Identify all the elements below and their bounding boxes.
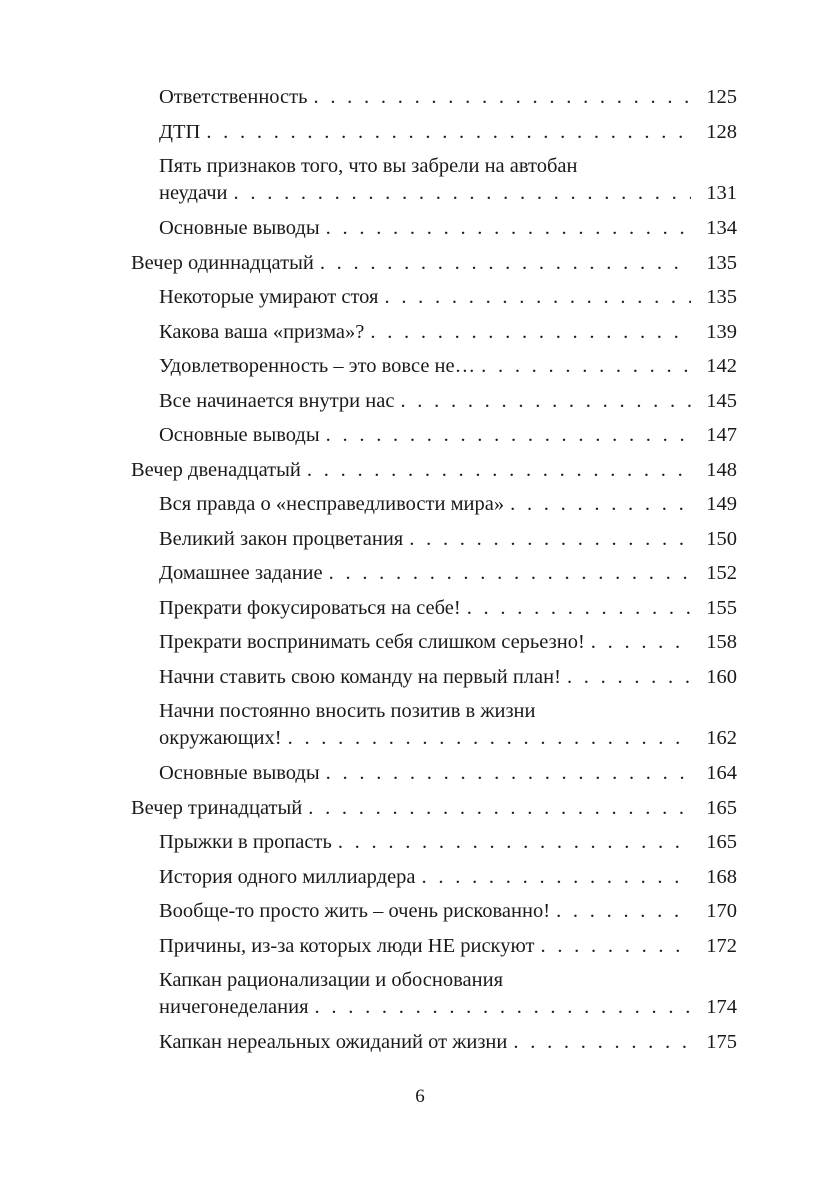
toc-page-number: 135 — [706, 286, 737, 308]
toc-page-number: 150 — [706, 527, 737, 550]
toc-entry-title-line1: Начни постоянно вносить позитив в жизни — [159, 700, 536, 722]
toc-page-number: 134 — [706, 217, 737, 239]
toc-entry-title-line1: Капкан рационализации и обоснования — [159, 969, 504, 991]
toc-page-number: 142 — [706, 355, 737, 377]
toc-entry-title: ничегонеделания — [159, 994, 315, 1021]
toc-entry-title: Прекрати воспринимать себя слишком серьезно! — [159, 629, 591, 656]
toc-entry-title: Ответственность — [159, 84, 313, 111]
toc-entry-title: ДТП — [159, 119, 206, 146]
dot-leader — [467, 595, 691, 622]
dot-leader — [329, 560, 691, 587]
toc-entry[interactable] — [159, 382, 840, 417]
toc-page-number: 158 — [706, 631, 737, 653]
toc-entry[interactable] — [159, 754, 840, 789]
toc-chapter-title: Вечер двенадцатый — [131, 457, 307, 484]
toc-row — [131, 457, 737, 484]
toc-entry-title: Великий закон процветания — [159, 526, 409, 553]
dot-leader — [409, 526, 691, 553]
toc-entry[interactable] — [159, 623, 840, 658]
toc-page-number: 155 — [706, 596, 737, 619]
toc-page-number: 128 — [706, 120, 737, 143]
dot-leader — [338, 829, 691, 856]
toc-entry[interactable] — [159, 113, 840, 148]
toc-row — [131, 795, 737, 822]
toc-row — [159, 119, 737, 146]
toc-row — [159, 319, 737, 346]
toc-row — [159, 725, 737, 752]
toc-entry-title: Основные выводы — [159, 760, 326, 787]
toc-row — [159, 526, 737, 553]
toc-page-number: 165 — [706, 831, 737, 853]
toc-page-number: 170 — [706, 900, 737, 922]
dot-leader — [326, 422, 691, 449]
toc-page-number: 168 — [706, 865, 737, 888]
page-number: 6 — [415, 1086, 425, 1107]
toc-page-number: 162 — [706, 727, 737, 749]
dot-leader — [308, 795, 691, 822]
toc-entry[interactable] — [159, 209, 840, 244]
toc-entry[interactable] — [159, 520, 840, 555]
toc-entry[interactable] — [159, 858, 840, 893]
toc-page-number: 139 — [706, 320, 737, 343]
toc-entry[interactable] — [159, 485, 840, 520]
dot-leader — [234, 180, 691, 207]
dot-leader — [400, 388, 691, 415]
toc-entry-title: неудачи — [159, 180, 234, 207]
toc-row — [159, 760, 737, 787]
toc-page-number: 147 — [706, 424, 737, 446]
toc-entry-title: Удовлетворенность – это вовсе не… — [159, 353, 481, 380]
table-of-contents — [0, 78, 840, 1058]
toc-entry[interactable] — [159, 658, 840, 693]
toc-page-number: 145 — [706, 389, 737, 412]
dot-leader — [481, 353, 691, 380]
toc-entry[interactable] — [159, 823, 840, 858]
toc-entry[interactable] — [159, 78, 840, 113]
toc-row — [159, 491, 737, 518]
toc-chapter-entry[interactable] — [131, 244, 840, 279]
toc-page-number: 175 — [706, 1031, 737, 1053]
toc-entry[interactable] — [159, 589, 840, 624]
toc-row — [159, 388, 737, 415]
dot-leader — [307, 457, 691, 484]
toc-entry-title: История одного миллиардера — [159, 864, 422, 891]
toc-row — [159, 829, 737, 856]
toc-entry[interactable] — [159, 313, 840, 348]
toc-entry-title: Вообще-то просто жить – очень рискованно! — [159, 898, 556, 925]
toc-row — [159, 898, 737, 925]
toc-row — [159, 422, 737, 449]
toc-entry-title: окружающих! — [159, 725, 288, 752]
toc-page-number: 148 — [706, 458, 737, 481]
toc-page-number: 131 — [706, 182, 737, 204]
toc-page-number: 149 — [706, 493, 737, 515]
dot-leader — [384, 284, 691, 311]
toc-entry-title: Домашнее задание — [159, 560, 329, 587]
toc-row — [159, 933, 737, 960]
toc-entry-title: Основные выводы — [159, 422, 326, 449]
toc-entry[interactable] — [159, 1023, 840, 1058]
toc-page-number: 160 — [706, 665, 737, 688]
toc-row — [159, 84, 737, 111]
dot-leader — [313, 84, 691, 111]
dot-leader — [422, 864, 691, 891]
toc-entry-title-line1: Пять признаков того, что вы забрели на автобан — [159, 155, 578, 177]
toc-entry[interactable] — [159, 692, 840, 754]
toc-chapter-entry[interactable] — [131, 789, 840, 824]
toc-page-number: 172 — [706, 934, 737, 957]
toc-page-number: 164 — [706, 762, 737, 784]
toc-page-number: 125 — [706, 86, 737, 108]
dot-leader — [320, 250, 691, 277]
toc-row — [159, 180, 737, 207]
toc-entry-title: Какова ваша «призма»? — [159, 319, 370, 346]
toc-page-number: 135 — [706, 251, 737, 274]
dot-leader — [206, 119, 691, 146]
toc-page-number: 165 — [706, 796, 737, 819]
toc-entry[interactable] — [159, 347, 840, 382]
dot-leader — [288, 725, 691, 752]
toc-row — [131, 250, 737, 277]
toc-entry-title: Вся правда о «несправедливости мира» — [159, 491, 510, 518]
toc-entry[interactable] — [159, 892, 840, 927]
dot-leader — [513, 1029, 691, 1056]
toc-entry-title: Начни ставить свою команду на первый план! — [159, 664, 567, 691]
toc-row — [159, 560, 737, 587]
dot-leader — [556, 898, 691, 925]
toc-entry-title: Все начинается внутри нас — [159, 388, 400, 415]
toc-page-number: 152 — [706, 562, 737, 584]
toc-row — [159, 215, 737, 242]
toc-entry-title: Капкан нереальных ожиданий от жизни — [159, 1029, 513, 1056]
dot-leader — [326, 760, 691, 787]
toc-row — [159, 864, 737, 891]
toc-row — [159, 994, 737, 1021]
toc-entry-title: Прыжки в пропасть — [159, 829, 338, 856]
toc-chapter-entry[interactable] — [131, 451, 840, 486]
toc-row — [159, 284, 737, 311]
toc-entry-title: Причины, из-за которых люди НЕ рискуют — [159, 933, 540, 960]
toc-chapter-title: Вечер одиннадцатый — [131, 250, 320, 277]
toc-entry-title: Основные выводы — [159, 215, 326, 242]
dot-leader — [326, 215, 691, 242]
dot-leader — [370, 319, 691, 346]
toc-entry[interactable] — [159, 554, 840, 589]
toc-row — [159, 629, 737, 656]
toc-entry[interactable] — [159, 147, 840, 209]
toc-row — [159, 664, 737, 691]
toc-entry[interactable] — [159, 961, 840, 1023]
toc-row — [159, 595, 737, 622]
dot-leader — [315, 994, 691, 1021]
toc-entry-title: Некоторые умирают стоя — [159, 284, 384, 311]
toc-entry[interactable] — [159, 927, 840, 962]
dot-leader — [567, 664, 691, 691]
toc-chapter-title: Вечер тринадцатый — [131, 795, 308, 822]
toc-entry[interactable] — [159, 278, 840, 313]
toc-entry[interactable] — [159, 416, 840, 451]
dot-leader — [540, 933, 691, 960]
toc-page-number: 174 — [706, 996, 737, 1018]
toc-row — [159, 353, 737, 380]
dot-leader — [510, 491, 691, 518]
dot-leader — [591, 629, 691, 656]
toc-entry-title: Прекрати фокусироваться на себе! — [159, 595, 467, 622]
toc-row — [159, 1029, 737, 1056]
